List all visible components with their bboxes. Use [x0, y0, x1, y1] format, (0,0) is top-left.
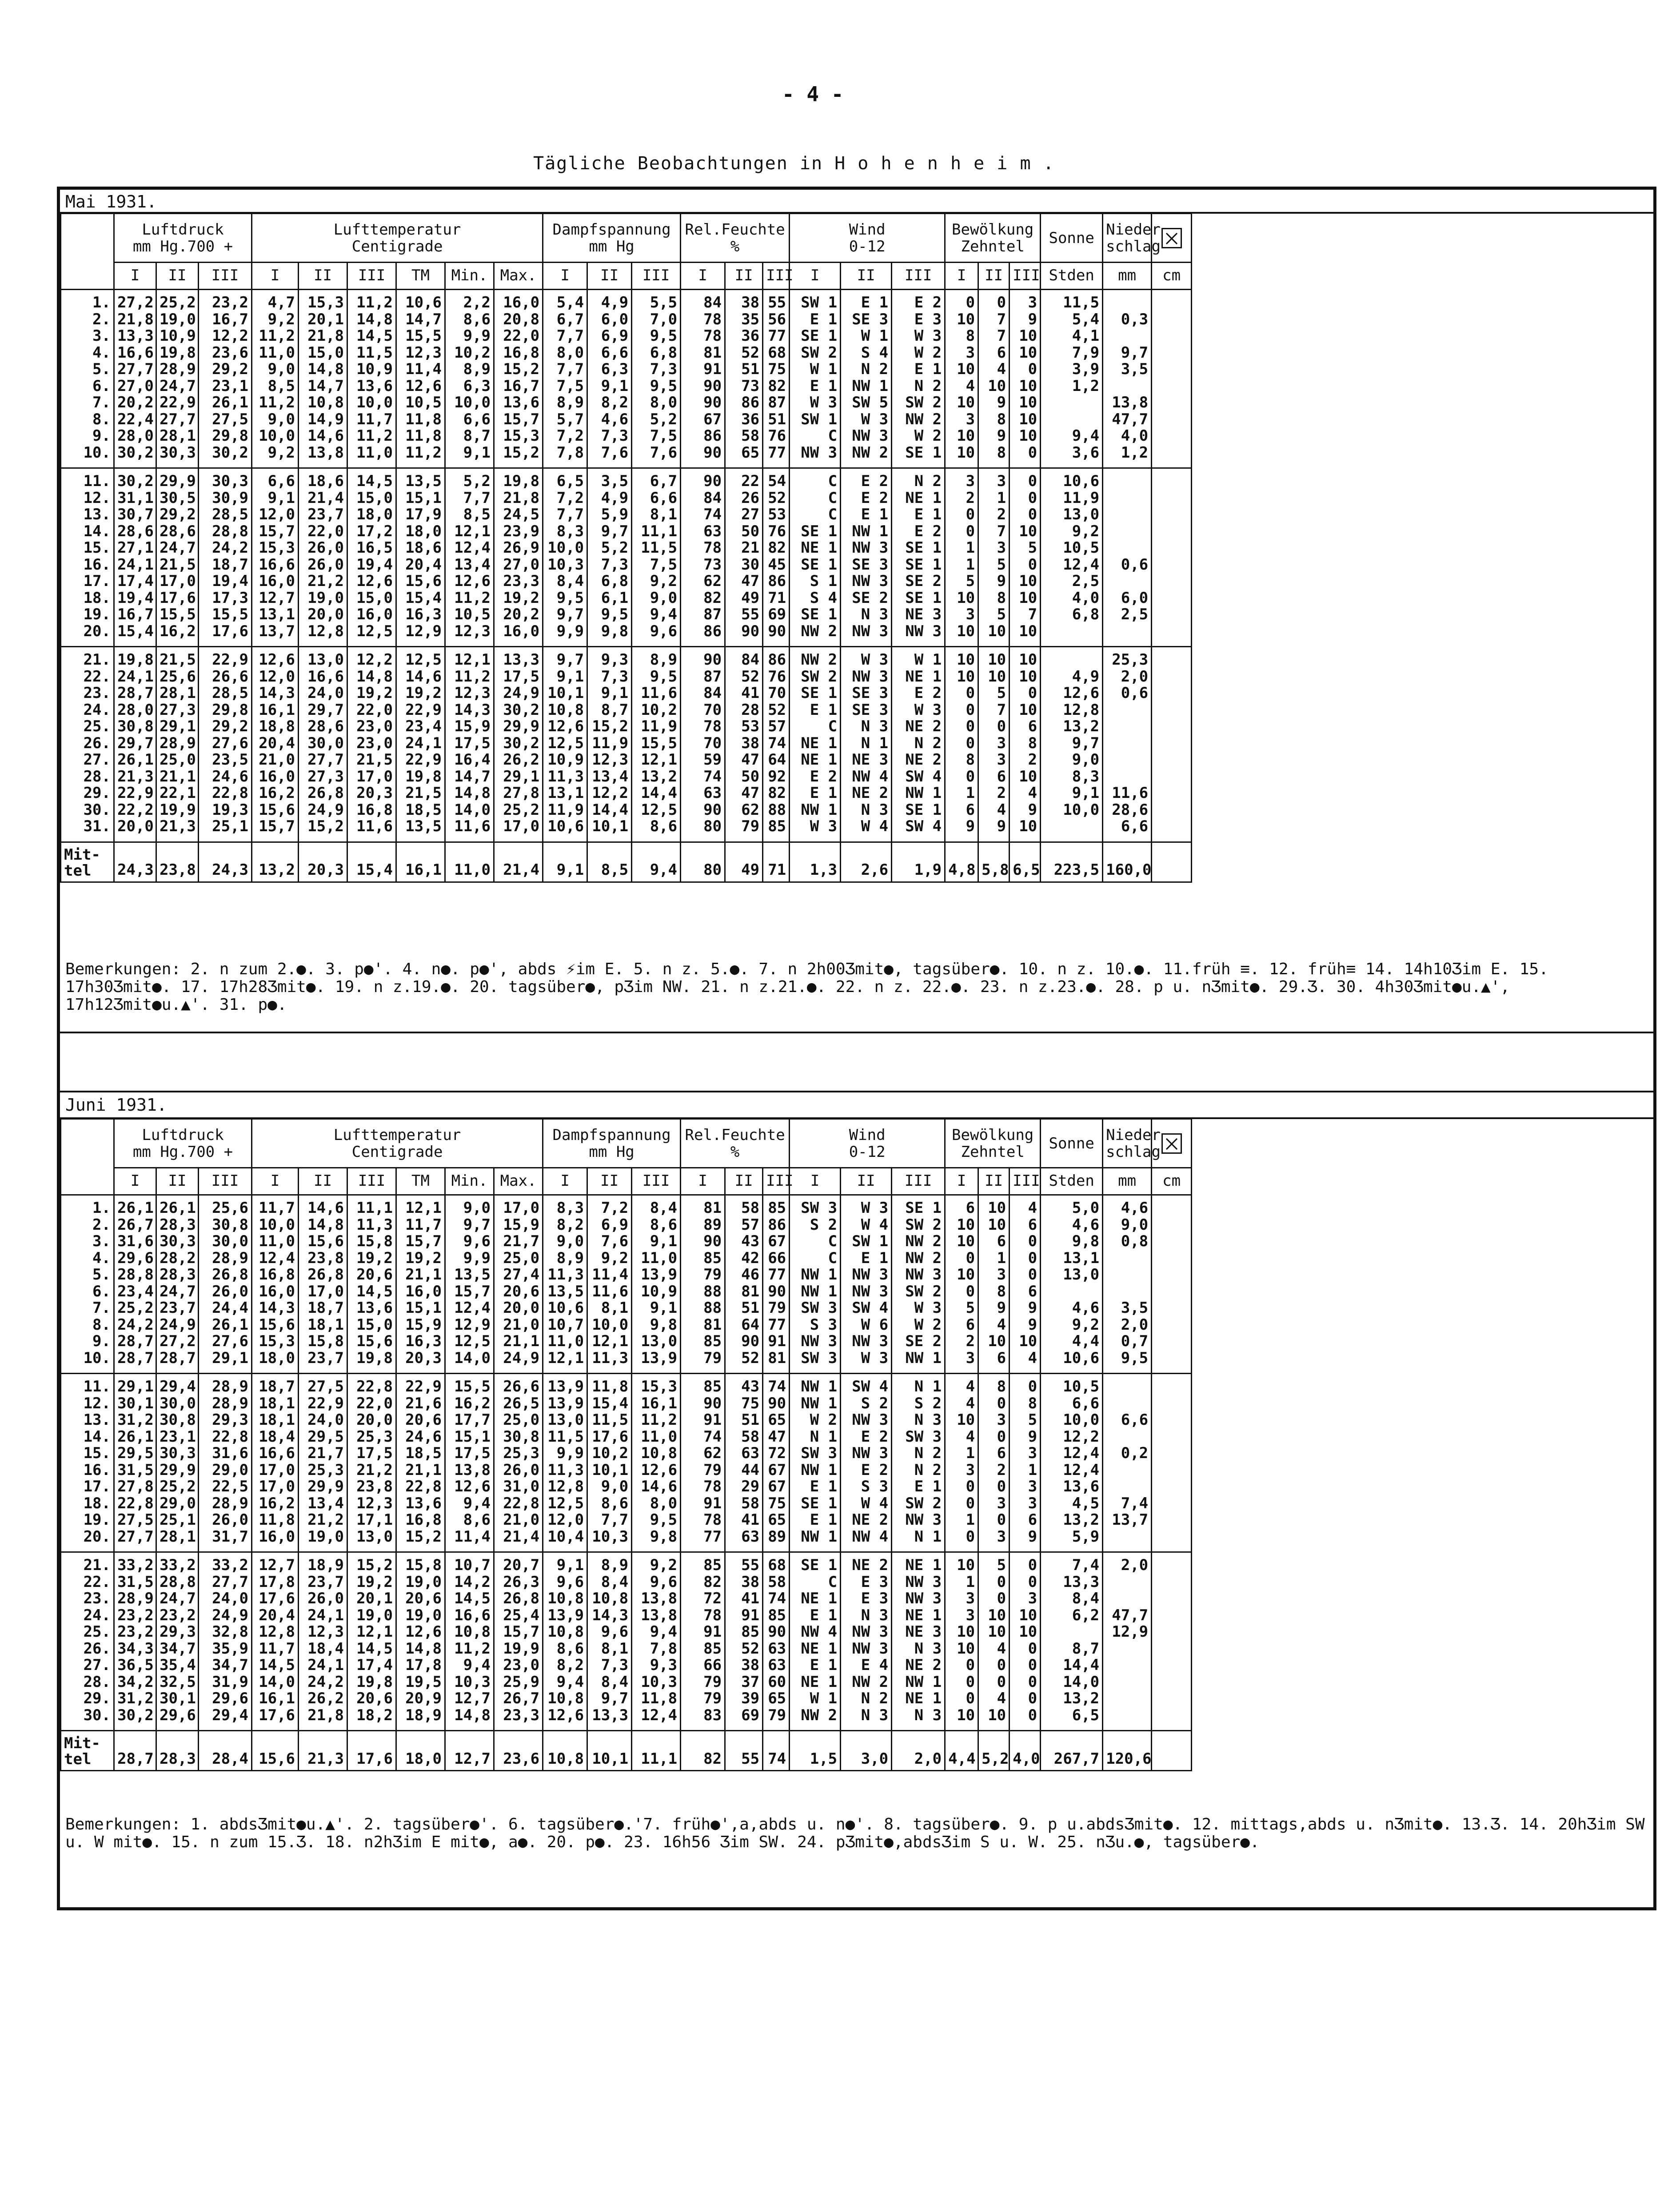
subheader-11: III: [632, 263, 681, 290]
data-column-1: 29,9 30,5 29,2 28,6 24,7 21,5 17,0 17,6 15,5 16,2: [156, 468, 199, 647]
subheader-7: Min.: [445, 263, 494, 290]
subheader-4: II: [299, 263, 347, 290]
data-column-13: 43 75 51 58 63 44 29 58 41 63: [725, 1374, 763, 1552]
mittel-value: 23,6: [494, 1731, 543, 1771]
data-column-0: 27,2 21,8 13,3 16,6 27,7 27,0 20,2 22,4 28,0 30,2: [114, 290, 156, 468]
day-column: 21. 22. 23. 24. 25. 26. 27. 28. 29. 30. 31.: [61, 647, 114, 842]
data-column-9: 13,9 13,9 13,0 11,5 9,9 11,3 12,8 12,5 12,0 10,4: [543, 1374, 587, 1552]
mittel-value: 21,4: [494, 842, 543, 882]
data-column-13: 38 35 36 52 51 73 86 36 58 65: [725, 290, 763, 468]
mittel-value: 267,7: [1041, 1731, 1103, 1771]
data-column-15: SE 1 C NE 1 E 1 NW 4 NE 1 E 1 NE 1 W 1 NW 2: [790, 1552, 841, 1731]
subheader-22: mm: [1103, 263, 1152, 290]
weather-table-may: [60, 213, 1192, 883]
header-niederschlag: Nieder schlag: [1103, 1119, 1152, 1168]
data-column-15: NW 1 NW 1 W 2 N 1 SW 3 NW 1 E 1 SE 1 E 1 NW 1: [790, 1374, 841, 1552]
data-column-21: 10,6 11,9 13,0 9,2 10,5 12,4 2,5 4,0 6,8: [1041, 468, 1103, 647]
subheader-19: II: [978, 263, 1010, 290]
subheader-6: TM: [396, 263, 445, 290]
header-niederschlag: Nieder schlag: [1103, 214, 1152, 263]
subheader-1: II: [156, 1168, 199, 1195]
data-column-4: 18,6 21,4 23,7 22,0 26,0 26,0 21,2 19,0 20,0 12,8: [299, 468, 347, 647]
subheader-18: I: [945, 1168, 978, 1195]
data-column-10: 9,3 7,3 9,1 8,7 15,2 11,9 12,3 13,4 12,2 14,4 10,1: [587, 647, 632, 842]
header-sonne: Sonne: [1041, 1119, 1103, 1168]
mittel-value: 10,1: [587, 1731, 632, 1771]
data-column-11: 9,2 9,6 13,8 13,8 9,4 7,8 9,3 10,3 11,8 12,4: [632, 1552, 681, 1731]
data-column-0: 33,2 31,5 28,9 23,2 23,2 34,3 36,5 34,2 31,2 30,2: [114, 1552, 156, 1731]
data-column-11: 15,3 16,1 11,2 11,0 10,8 12,6 14,6 8,0 9,5 9,8: [632, 1374, 681, 1552]
subheader-11: III: [632, 1168, 681, 1195]
data-column-15: NW 2 SW 2 SE 1 E 1 C NE 1 NE 1 E 2 E 1 NW 1 W 3: [790, 647, 841, 842]
subheader-20: III: [1010, 1168, 1041, 1195]
mittel-value: 20,3: [299, 842, 347, 882]
section-label: Mai 1931.: [65, 192, 157, 211]
subheader-20: III: [1010, 263, 1041, 290]
data-column-12: 85 90 91 74 62 79 78 91 78 77: [681, 1374, 725, 1552]
data-column-1: 26,1 28,3 30,3 28,2 28,3 24,7 23,7 24,9 27,2 28,7: [156, 1195, 199, 1374]
data-column-0: 30,2 31,1 30,7 28,6 27,1 24,1 17,4 19,4 16,7 15,4: [114, 468, 156, 647]
data-column-4: 15,3 20,1 21,8 15,0 14,8 14,7 10,8 14,9 14,6 13,8: [299, 290, 347, 468]
data-column-17: N 2 NE 1 E 1 E 2 SE 1 SE 1 SE 2 SE 1 NE 3 NW 3: [892, 468, 945, 647]
data-column-21: 11,5 5,4 4,1 7,9 3,9 1,2 9,4 3,6: [1041, 290, 1103, 468]
mittel-value: 9,4: [632, 842, 681, 882]
header-dampfspannung: Dampfspannung mm Hg: [543, 214, 681, 263]
mittel-value: 4,4: [945, 1731, 978, 1771]
subheader-21: Stden: [1041, 1168, 1103, 1195]
mittel-value: 1,3: [790, 842, 841, 882]
data-column-18: 3 2 0 0 1 1 5 10 3 10: [945, 468, 978, 647]
data-column-7: 2,2 8,6 9,9 10,2 8,9 6,3 10,0 6,6 8,7 9,1: [445, 290, 494, 468]
mittel-value: 82: [681, 1731, 725, 1771]
data-column-9: 6,5 7,2 7,7 8,3 10,0 10,3 8,4 9,5 9,7 9,9: [543, 468, 587, 647]
data-column-23: [1152, 647, 1192, 842]
subheader-1: II: [156, 263, 199, 290]
data-column-21: 7,4 13,3 8,4 6,2 8,7 14,4 14,0 13,2 6,5: [1041, 1552, 1103, 1731]
data-column-10: 7,2 6,9 7,6 9,2 11,4 11,6 8,1 10,0 12,1 11,3: [587, 1195, 632, 1374]
mittel-value: 71: [763, 842, 790, 882]
header-dampfspannung: Dampfspannung mm Hg: [543, 1119, 681, 1168]
mittel-value: 223,5: [1041, 842, 1103, 882]
data-column-20: 0 8 5 9 3 1 3 3 6 9: [1010, 1374, 1041, 1552]
data-column-5: 22,8 22,0 20,0 25,3 17,5 21,2 23,8 12,3 17,1 13,0: [347, 1374, 396, 1552]
data-column-8: 20,7 26,3 26,8 25,4 15,7 19,9 23,0 25,9 26,7 23,3: [494, 1552, 543, 1731]
day-column: 11. 12. 13. 14. 15. 16. 17. 18. 19. 20.: [61, 468, 114, 647]
mittel-value: 21,3: [299, 1731, 347, 1771]
data-column-22: 25,3 2,0 0,6 11,6 28,6 6,6: [1103, 647, 1152, 842]
header-bewoelkung: Bewölkung Zehntel: [945, 1119, 1041, 1168]
header-rel-feuchte: Rel.Feuchte %: [681, 1119, 790, 1168]
weather-table-june: [60, 1118, 1192, 1771]
header-wind: Wind 0-12: [790, 214, 945, 263]
data-column-6: 13,5 15,1 17,9 18,0 18,6 20,4 15,6 15,4 16,3 12,9: [396, 468, 445, 647]
data-column-6: 15,8 19,0 20,6 19,0 12,6 14,8 17,8 19,5 20,9 18,9: [396, 1552, 445, 1731]
subheader-18: I: [945, 263, 978, 290]
subheader-22: mm: [1103, 1168, 1152, 1195]
data-column-11: 5,5 7,0 9,5 6,8 7,3 9,5 8,0 5,2 7,5 7,6: [632, 290, 681, 468]
data-column-19: 5 0 0 10 10 4 0 0 4 10: [978, 1552, 1010, 1731]
data-column-22: 4,6 9,0 0,8 3,5 2,0 0,7 9,5: [1103, 1195, 1152, 1374]
data-column-7: 15,5 16,2 17,7 15,1 17,5 13,8 12,6 9,4 8,6 11,4: [445, 1374, 494, 1552]
mittel-value: 23,8: [156, 842, 199, 882]
mittel-value: 10,8: [543, 1731, 587, 1771]
mittel-value: 5,8: [978, 842, 1010, 882]
data-column-4: 13,0 16,6 24,0 29,7 28,6 30,0 27,7 27,3 26,8 24,9 15,2: [299, 647, 347, 842]
data-column-3: 12,6 12,0 14,3 16,1 18,8 20,4 21,0 16,0 16,2 15,6 15,7: [252, 647, 299, 842]
subheader-14: III: [763, 1168, 790, 1195]
mittel-value: 3,0: [841, 1731, 892, 1771]
data-column-8: 16,0 20,8 22,0 16,8 15,2 16,7 13,6 15,7 15,3 15,2: [494, 290, 543, 468]
data-column-13: 22 26 27 50 21 30 47 49 55 90: [725, 468, 763, 647]
data-column-16: NE 2 E 3 E 3 N 3 NW 3 NW 3 E 4 NW 2 N 2 N 3: [841, 1552, 892, 1731]
data-column-5: 15,2 19,2 20,1 19,0 12,1 14,5 17,4 19,8 20,6 18,2: [347, 1552, 396, 1731]
data-column-14: 74 90 65 47 72 67 67 75 65 89: [763, 1374, 790, 1552]
day-column: 1. 2. 3. 4. 5. 6. 7. 8. 9. 10.: [61, 290, 114, 468]
data-column-20: 0 0 3 10 10 0 0 0 0 0: [1010, 1552, 1041, 1731]
subheader-8: Max.: [494, 263, 543, 290]
mittel-value: 4,0: [1010, 1731, 1041, 1771]
data-column-23: [1152, 468, 1192, 647]
data-column-1: 33,2 28,8 24,7 23,2 29,3 34,7 35,4 32,5 30,1 29,6: [156, 1552, 199, 1731]
subheader-19: II: [978, 1168, 1010, 1195]
data-column-2: 30,3 30,9 28,5 28,8 24,2 18,7 19,4 17,3 15,5 17,6: [199, 468, 252, 647]
data-column-12: 90 87 84 70 78 70 59 74 63 90 80: [681, 647, 725, 842]
data-column-15: SW 3 S 2 C C NW 1 NW 1 SW 3 S 3 NW 3 SW 3: [790, 1195, 841, 1374]
data-column-12: 85 82 72 78 91 85 66 79 79 83: [681, 1552, 725, 1731]
data-column-15: SW 1 E 1 SE 1 SW 2 W 1 E 1 W 3 SW 1 C NW 3: [790, 290, 841, 468]
mittel-value: 8,5: [587, 842, 632, 882]
remarks-may: Bemerkungen: 2. n zum 2.●. 3. p●'. 4. n●. p●', abds ⚡im E. 5. n z. 5.●. 7. n 2h00Ʒmit●, tagsüber●. 10. n z. 10.●. 11.früh ≡. 12. früh≡ 14. 14h10Ʒim E. 15. 17h30Ʒmit●. 17. 17h28Ʒmit●. 19. n z.19.●. 20. tagsüber●, pƷim NW. 21. n z.21.●. 22. n z. 22.●. 23. n z.23.●. 28. p u. nƷmit●. 29.Ʒ. 30. 4h30Ʒmit●u.▲', 17h12Ʒmit●u.▲'. 31. p●.: [65, 960, 1548, 1014]
mittel-value: 55: [725, 1731, 763, 1771]
data-column-21: 5,0 4,6 9,8 13,1 13,0 4,6 9,2 4,4 10,6: [1041, 1195, 1103, 1374]
data-column-23: [1152, 290, 1192, 468]
subheader-3: I: [252, 1168, 299, 1195]
data-column-1: 29,4 30,0 30,8 23,1 30,3 29,9 25,2 29,0 25,1 28,1: [156, 1374, 199, 1552]
data-column-13: 84 52 41 28 53 38 47 50 47 62 79: [725, 647, 763, 842]
data-column-22: 0,3 9,7 3,5 13,8 47,7 4,0 1,2: [1103, 290, 1152, 468]
data-column-19: 10 10 5 7 0 3 3 6 2 4 9: [978, 647, 1010, 842]
data-column-22: 0,6 6,0 2,5: [1103, 468, 1152, 647]
data-column-11: 6,7 6,6 8,1 11,1 11,5 7,5 9,2 9,0 9,4 9,6: [632, 468, 681, 647]
subheader-6: TM: [396, 1168, 445, 1195]
data-column-19: 3 1 2 7 3 5 9 8 5 10: [978, 468, 1010, 647]
data-column-16: E 1 SE 3 W 1 S 4 N 2 NW 1 SW 5 W 3 NW 3 NW 2: [841, 290, 892, 468]
data-column-0: 29,1 30,1 31,2 26,1 29,5 31,5 27,8 22,8 27,5 27,7: [114, 1374, 156, 1552]
subheader-10: II: [587, 1168, 632, 1195]
data-column-19: 8 0 3 0 6 2 0 3 0 3: [978, 1374, 1010, 1552]
data-column-5: 11,2 14,8 14,5 11,5 10,9 13,6 10,0 11,7 11,2 11,0: [347, 290, 396, 468]
data-column-5: 11,1 11,3 15,8 19,2 20,6 14,5 13,6 15,0 15,6 19,8: [347, 1195, 396, 1374]
mittel-value: 11,0: [445, 842, 494, 882]
mittel-value: 12,7: [445, 1731, 494, 1771]
subheader-8: Max.: [494, 1168, 543, 1195]
data-column-21: 4,9 12,6 12,8 13,2 9,7 9,0 8,3 9,1 10,0: [1041, 647, 1103, 842]
mittel-value: 1,5: [790, 1731, 841, 1771]
subheader-16: II: [841, 263, 892, 290]
mittel-value: 28,3: [156, 1731, 199, 1771]
mittel-value: 15,4: [347, 842, 396, 882]
data-column-14: 55 56 77 68 75 82 87 51 76 77: [763, 290, 790, 468]
data-column-4: 18,9 23,7 26,0 24,1 12,3 18,4 24,1 24,2 26,2 21,8: [299, 1552, 347, 1731]
data-column-9: 8,3 8,2 9,0 8,9 11,3 13,5 10,6 10,7 11,0 12,1: [543, 1195, 587, 1374]
data-column-14: 86 76 70 52 57 74 64 92 82 88 85: [763, 647, 790, 842]
subheader-2: III: [199, 1168, 252, 1195]
mittel-label: Mit- tel: [61, 842, 114, 882]
data-column-6: 12,5 14,6 19,2 22,9 23,4 24,1 22,9 19,8 21,5 18,5 13,5: [396, 647, 445, 842]
data-column-19: 10 10 6 1 3 8 9 4 10 6: [978, 1195, 1010, 1374]
data-column-7: 10,7 14,2 14,5 16,6 10,8 11,2 9,4 10,3 12,7 14,8: [445, 1552, 494, 1731]
data-column-13: 58 57 43 42 46 81 51 64 90 52: [725, 1195, 763, 1374]
subheader-9: I: [543, 263, 587, 290]
data-column-0: 26,1 26,7 31,6 29,6 28,8 23,4 25,2 24,2 28,7 28,7: [114, 1195, 156, 1374]
data-column-7: 5,2 7,7 8,5 12,1 12,4 13,4 12,6 11,2 10,5 12,3: [445, 468, 494, 647]
data-column-18: 4 4 10 4 1 3 0 0 1 0: [945, 1374, 978, 1552]
data-column-2: 33,2 27,7 24,0 24,9 32,8 35,9 34,7 31,9 29,6 29,4: [199, 1552, 252, 1731]
data-column-16: SW 4 S 2 NW 3 E 2 NW 3 E 2 S 3 W 4 NE 2 NW 4: [841, 1374, 892, 1552]
mittel-value: 4,8: [945, 842, 978, 882]
data-column-14: 68 58 74 85 90 63 63 60 65 79: [763, 1552, 790, 1731]
data-column-8: 26,6 26,5 25,0 30,8 25,3 26,0 31,0 22,8 21,0 21,4: [494, 1374, 543, 1552]
mittel-value: 28,7: [114, 1731, 156, 1771]
mittel-value: 9,1: [543, 842, 587, 882]
data-column-18: 6 10 10 0 10 0 5 6 2 3: [945, 1195, 978, 1374]
data-column-17: E 2 E 3 W 3 W 2 E 1 N 2 SW 2 NW 2 W 2 SE 1: [892, 290, 945, 468]
data-column-14: 85 86 67 66 77 90 79 77 91 81: [763, 1195, 790, 1374]
data-column-7: 12,1 11,2 12,3 14,3 15,9 17,5 16,4 14,7 14,8 14,0 11,6: [445, 647, 494, 842]
data-column-14: 54 52 53 76 82 45 86 71 69 90: [763, 468, 790, 647]
header-blank: [61, 1119, 114, 1195]
subheader-12: I: [681, 263, 725, 290]
mittel-value: 11,1: [632, 1731, 681, 1771]
header-lufttemperatur: Lufttemperatur Centigrade: [252, 214, 543, 263]
subheader-16: II: [841, 1168, 892, 1195]
data-column-2: 28,9 28,9 29,3 22,8 31,6 29,0 22,5 28,9 26,0 31,7: [199, 1374, 252, 1552]
data-column-4: 14,6 14,8 15,6 23,8 26,8 17,0 18,7 18,1 15,8 23,7: [299, 1195, 347, 1374]
data-column-8: 13,3 17,5 24,9 30,2 29,9 30,2 26,2 29,1 27,8 25,2 17,0: [494, 647, 543, 842]
data-column-9: 5,4 6,7 7,7 8,0 7,7 7,5 8,9 5,7 7,2 7,8: [543, 290, 587, 468]
data-column-10: 3,5 4,9 5,9 9,7 5,2 7,3 6,8 6,1 9,5 9,8: [587, 468, 632, 647]
data-column-18: 10 10 0 0 0 0 8 0 1 6 9: [945, 647, 978, 842]
data-column-8: 17,0 15,9 21,7 25,0 27,4 20,6 20,0 21,0 21,1 24,9: [494, 1195, 543, 1374]
data-column-2: 25,6 30,8 30,0 28,9 26,8 26,0 24,4 26,1 27,6 29,1: [199, 1195, 252, 1374]
data-column-12: 81 89 90 85 79 88 88 81 85 79: [681, 1195, 725, 1374]
data-column-6: 22,9 21,6 20,6 24,6 18,5 21,1 22,8 13,6 16,8 15,2: [396, 1374, 445, 1552]
data-column-10: 11,8 15,4 11,5 17,6 10,2 10,1 9,0 8,6 7,7 10,3: [587, 1374, 632, 1552]
mittel-value: 18,0: [396, 1731, 445, 1771]
mittel-value: 16,1: [396, 842, 445, 882]
subheader-2: III: [199, 263, 252, 290]
subheader-14: III: [763, 263, 790, 290]
mittel-value: 2,6: [841, 842, 892, 882]
data-column-12: 90 84 74 63 78 73 62 82 87 86: [681, 468, 725, 647]
data-column-17: N 1 S 2 N 3 SW 3 N 2 N 2 E 1 SW 2 NW 3 N 1: [892, 1374, 945, 1552]
data-column-22: 2,0 47,7 12,9: [1103, 1552, 1152, 1731]
data-column-3: 12,7 17,8 17,6 20,4 12,8 11,7 14,5 14,0 16,1 17,6: [252, 1552, 299, 1731]
data-column-5: 12,2 14,8 19,2 22,0 23,0 23,0 21,5 17,0 20,3 16,8 11,6: [347, 647, 396, 842]
data-column-5: 14,5 15,0 18,0 17,2 16,5 19,4 12,6 15,0 16,0 12,5: [347, 468, 396, 647]
mittel-value: 17,6: [347, 1731, 396, 1771]
mittel-value: 5,2: [978, 1731, 1010, 1771]
subheader-13: II: [725, 263, 763, 290]
mittel-value: 74: [763, 1731, 790, 1771]
header-sonne: Sonne: [1041, 214, 1103, 263]
subheader-23: cm: [1152, 263, 1192, 290]
subheader-0: I: [114, 1168, 156, 1195]
header-lufttemperatur: Lufttemperatur Centigrade: [252, 1119, 543, 1168]
data-column-20: 10 10 0 10 6 8 2 10 4 9 10: [1010, 647, 1041, 842]
data-column-11: 8,9 9,5 11,6 10,2 11,9 15,5 12,1 13,2 14,4 12,5 8,6: [632, 647, 681, 842]
data-column-23: [1152, 1374, 1192, 1552]
subheader-9: I: [543, 1168, 587, 1195]
header-blank: [61, 214, 114, 290]
data-column-16: E 2 E 2 E 1 NW 1 NW 3 SE 3 NW 3 SE 2 N 3 NW 3: [841, 468, 892, 647]
snow-symbol-icon: [1161, 228, 1182, 248]
day-column: 11. 12. 13. 14. 15. 16. 17. 18. 19. 20.: [61, 1374, 114, 1552]
mittel-value: 13,2: [252, 842, 299, 882]
subheader-15: I: [790, 263, 841, 290]
data-column-1: 25,2 19,0 10,9 19,8 28,9 24,7 22,9 27,7 28,1 30,3: [156, 290, 199, 468]
subheader-12: I: [681, 1168, 725, 1195]
data-column-10: 8,9 8,4 10,8 14,3 9,6 8,1 7,3 8,4 9,7 13,3: [587, 1552, 632, 1731]
header-luftdruck: Luftdruck mm Hg.700 +: [114, 1119, 252, 1168]
data-column-15: C C C SE 1 NE 1 SE 1 S 1 S 4 SE 1 NW 2: [790, 468, 841, 647]
mittel-value: 24,3: [114, 842, 156, 882]
page-number: - 4 -: [782, 82, 844, 106]
mittel-value: 28,4: [199, 1731, 252, 1771]
day-column: 21. 22. 23. 24. 25. 26. 27. 28. 29. 30.: [61, 1552, 114, 1731]
data-column-13: 55 38 41 91 85 52 38 37 39 69: [725, 1552, 763, 1731]
subheader-4: II: [299, 1168, 347, 1195]
mittel-value: 120,6: [1103, 1731, 1152, 1771]
data-column-23: [1152, 1195, 1192, 1374]
subheader-17: III: [892, 263, 945, 290]
mittel-value: [1152, 842, 1192, 882]
data-column-4: 27,5 22,9 24,0 29,5 21,7 25,3 29,9 13,4 21,2 19,0: [299, 1374, 347, 1552]
data-column-17: W 1 NE 1 E 2 W 3 NE 2 N 2 NE 2 SW 4 NW 1 SE 1 SW 4: [892, 647, 945, 842]
subheader-7: Min.: [445, 1168, 494, 1195]
page-title: Tägliche Beobachtungen in H o h e n h e i m .: [533, 153, 1055, 174]
mittel-value: 160,0: [1103, 842, 1152, 882]
data-column-18: 10 1 3 3 10 10 0 0 0 10: [945, 1552, 978, 1731]
data-column-20: 4 6 0 0 0 6 9 9 10 4: [1010, 1195, 1041, 1374]
subheader-3: I: [252, 263, 299, 290]
section-label: Juni 1931.: [65, 1095, 167, 1115]
snow-symbol-icon: [1161, 1133, 1182, 1154]
header-luftdruck: Luftdruck mm Hg.700 +: [114, 214, 252, 263]
mittel-value: 49: [725, 842, 763, 882]
header-bewoelkung: Bewölkung Zehntel: [945, 214, 1041, 263]
subheader-13: II: [725, 1168, 763, 1195]
data-column-9: 9,7 9,1 10,1 10,8 12,6 12,5 10,9 11,3 13,1 11,9 10,6: [543, 647, 587, 842]
data-column-10: 4,9 6,0 6,9 6,6 6,3 9,1 8,2 4,6 7,3 7,6: [587, 290, 632, 468]
data-column-20: 3 9 10 10 0 10 10 10 10 0: [1010, 290, 1041, 468]
data-column-17: NE 1 NW 3 NW 3 NE 1 NE 3 N 3 NE 2 NW 1 NE 1 N 3: [892, 1552, 945, 1731]
subheader-23: cm: [1152, 1168, 1192, 1195]
data-column-18: 0 10 8 3 10 4 10 3 10 10: [945, 290, 978, 468]
data-column-6: 12,1 11,7 15,7 19,2 21,1 16,0 15,1 15,9 16,3 20,3: [396, 1195, 445, 1374]
subheader-17: III: [892, 1168, 945, 1195]
data-column-2: 22,9 26,6 28,5 29,8 29,2 27,6 23,5 24,6 22,8 19,3 25,1: [199, 647, 252, 842]
mittel-value: 15,6: [252, 1731, 299, 1771]
data-column-11: 8,4 8,6 9,1 11,0 13,9 10,9 9,1 9,8 13,0 13,9: [632, 1195, 681, 1374]
data-column-9: 9,1 9,6 10,8 13,9 10,8 8,6 8,2 9,4 10,8 12,6: [543, 1552, 587, 1731]
data-column-16: W 3 W 4 SW 1 E 1 NW 3 NW 3 SW 4 W 6 NW 3 W 3: [841, 1195, 892, 1374]
data-column-3: 4,7 9,2 11,2 11,0 9,0 8,5 11,2 9,0 10,0 9,2: [252, 290, 299, 468]
observation-frame: [57, 187, 1656, 1910]
data-column-0: 19,8 24,1 28,7 28,0 30,8 29,7 26,1 21,3 22,9 22,2 20,0: [114, 647, 156, 842]
subheader-5: III: [347, 263, 396, 290]
data-column-16: W 3 NW 3 SE 3 SE 3 N 3 N 1 NE 3 NW 4 NE 2 N 3 W 4: [841, 647, 892, 842]
mittel-value: 2,0: [892, 1731, 945, 1771]
data-column-17: SE 1 SW 2 NW 2 NW 2 NW 3 SW 2 W 3 W 2 SE 2 NW 1: [892, 1195, 945, 1374]
remarks-june: Bemerkungen: 1. abdsƷmit●u.▲'. 2. tagsüber●'. 6. tagsüber●.'7. früh●',a,abds u. n●'. 8. tagsüber●. 9. p u.abdsƷmit●. 12. mittags,abds u. nƷmit●. 13.Ʒ. 14. 20hƷim SW u. W mit●. 15. n zum 15.Ʒ. 18. n2hƷim E mit●, a●. 20. p●. 23. 16h56 Ʒim SW. 24. pƷmit●,abdsƷim S u. W. 25. nƷu.●, tagsüber●.: [65, 1815, 1645, 1851]
header-wind: Wind 0-12: [790, 1119, 945, 1168]
data-column-22: 6,6 0,2 7,4 13,7: [1103, 1374, 1152, 1552]
data-column-7: 9,0 9,7 9,6 9,9 13,5 15,7 12,4 12,9 12,5 14,0: [445, 1195, 494, 1374]
data-column-20: 0 0 0 10 5 0 10 10 7 10: [1010, 468, 1041, 647]
data-column-3: 6,6 9,1 12,0 15,7 15,3 16,6 16,0 12,7 13,1 13,7: [252, 468, 299, 647]
subheader-10: II: [587, 263, 632, 290]
header-rel-feuchte: Rel.Feuchte %: [681, 214, 790, 263]
data-column-19: 0 7 7 6 4 10 9 8 9 8: [978, 290, 1010, 468]
data-column-3: 18,7 18,1 18,1 18,4 16,6 17,0 17,0 16,2 11,8 16,0: [252, 1374, 299, 1552]
data-column-1: 21,5 25,6 28,1 27,3 29,1 28,9 25,0 21,1 22,1 19,9 21,3: [156, 647, 199, 842]
mittel-value: 6,5: [1010, 842, 1041, 882]
day-column: 1. 2. 3. 4. 5. 6. 7. 8. 9. 10.: [61, 1195, 114, 1374]
data-column-12: 84 78 78 81 91 90 90 67 86 90: [681, 290, 725, 468]
subheader-15: I: [790, 1168, 841, 1195]
data-column-3: 11,7 10,0 11,0 12,4 16,8 16,0 14,3 15,6 15,3 18,0: [252, 1195, 299, 1374]
data-column-21: 10,5 6,6 10,0 12,2 12,4 12,4 13,6 4,5 13,2 5,9: [1041, 1374, 1103, 1552]
data-column-6: 10,6 14,7 15,5 12,3 11,4 12,6 10,5 11,8 11,8 11,2: [396, 290, 445, 468]
mittel-value: [1152, 1731, 1192, 1771]
data-column-23: [1152, 1552, 1192, 1731]
data-column-8: 19,8 21,8 24,5 23,9 26,9 27,0 23,3 19,2 20,2 16,0: [494, 468, 543, 647]
data-column-2: 23,2 16,7 12,2 23,6 29,2 23,1 26,1 27,5 29,8 30,2: [199, 290, 252, 468]
mittel-value: 80: [681, 842, 725, 882]
subheader-0: I: [114, 263, 156, 290]
mittel-label: Mit- tel: [61, 1731, 114, 1771]
mittel-value: 1,9: [892, 842, 945, 882]
subheader-5: III: [347, 1168, 396, 1195]
mittel-value: 24,3: [199, 842, 252, 882]
subheader-21: Stden: [1041, 263, 1103, 290]
